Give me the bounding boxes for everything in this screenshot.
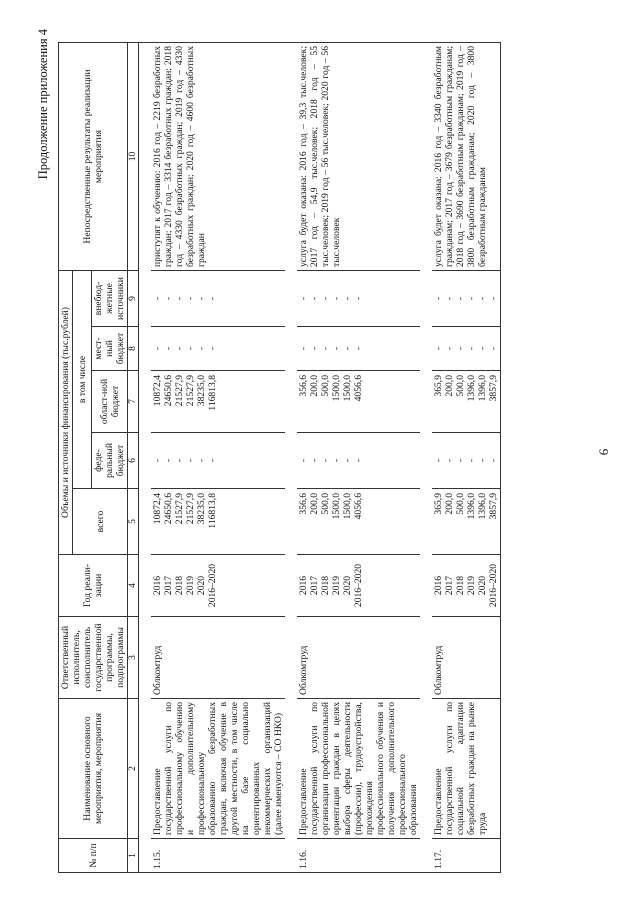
- local-amount-value: -: [444, 346, 455, 350]
- header-extra: внебюд-жетные источники: [92, 270, 128, 326]
- results-text: услуга будет оказана: 2016 год – 39,3 тыс.человек; 2017 год – 54,9 тыс.человек; 2018 год – 55 тыс.человек; 2019 год – 56 тыс.человек; 2020 год – 56 тыс.человек: [297, 42, 420, 270]
- regional-amount: [297, 370, 420, 432]
- extra-amount-value: -: [488, 296, 499, 300]
- local-amount-value: -: [477, 346, 488, 350]
- column-number: 8: [128, 326, 139, 370]
- total-amount-value: 200,0: [444, 492, 455, 515]
- federal-amount-value: -: [455, 458, 466, 462]
- header-regional: област-ной бюджет: [92, 370, 128, 432]
- local-amount-value: -: [185, 346, 196, 350]
- total-amount-value: 24650,6: [163, 492, 174, 524]
- results-text: приступят к обучению: 2016 год – 2219 безработных граждан; 2017 год – 3314 безработных граждан; 2018 год – 4330 безработных граждан; 2019 год – 4330 безработных граждан; 2020 год – 4600 безработных граждан: [151, 42, 285, 270]
- column-number: 3: [128, 616, 139, 698]
- federal-amount-value: -: [488, 458, 499, 462]
- extra-amount-value: -: [152, 296, 163, 300]
- regional-amount-value: 1396,0: [466, 374, 477, 401]
- regional-amount-value: 1396,0: [477, 374, 488, 401]
- regional-amount-value: 200,0: [444, 374, 455, 397]
- federal-amount-value: -: [196, 458, 207, 462]
- federal-amount: [151, 432, 285, 488]
- extra-amount-value: -: [353, 296, 364, 300]
- total-amount-value: 356,6: [298, 492, 309, 515]
- column-number-row: [128, 42, 139, 872]
- total-amount-value: 365,9: [433, 492, 444, 515]
- total-amount-value: 38235,0: [196, 492, 207, 524]
- local-amount-value: -: [455, 346, 466, 350]
- extra-amount-value: -: [466, 296, 477, 300]
- header-federal: феде-ральный бюджет: [92, 432, 128, 488]
- federal-amount-value: -: [185, 458, 196, 462]
- total-amount: [432, 488, 501, 554]
- activity-name: Предоставление государственной услуги по профессиональному обучению и дополнительному профессиональному образованию безработных граждан, включая обучение в другой местности, в том числе на базе социально ориентированных некоммерческих организаций (далее именуются – СО НКО): [151, 698, 285, 838]
- total-amount-value: 21527,9: [185, 492, 196, 524]
- regional-amount-value: 200,0: [309, 374, 320, 397]
- federal-amount-value: -: [152, 458, 163, 462]
- federal-amount-value: -: [342, 458, 353, 462]
- extra-amount: [432, 270, 501, 326]
- row-number: 1.16.: [297, 838, 420, 872]
- extra-amount-value: -: [309, 296, 320, 300]
- header-including: в том числе: [73, 270, 92, 488]
- local-amount: [432, 326, 501, 370]
- total-amount: [151, 488, 285, 554]
- row-spacer: [139, 42, 152, 872]
- header-funding: Объемы и источники финансирования (тыс.рублей): [59, 270, 73, 554]
- responsible-executor: Облкомтруд: [151, 616, 285, 698]
- column-number: 1: [128, 838, 139, 872]
- regional-amount-value: 500,0: [455, 374, 466, 397]
- year: [151, 554, 285, 616]
- extra-amount-value: -: [342, 296, 353, 300]
- total-amount-value: 500,0: [320, 492, 331, 515]
- local-amount-value: -: [163, 346, 174, 350]
- regional-amount: [432, 370, 501, 432]
- column-number: 2: [128, 698, 139, 838]
- column-number: 7: [128, 370, 139, 432]
- federal-amount-value: -: [466, 458, 477, 462]
- federal-amount-value: -: [477, 458, 488, 462]
- extra-amount-value: -: [444, 296, 455, 300]
- total-amount-value: 21527,9: [174, 492, 185, 524]
- regional-amount-value: 21527,9: [174, 374, 185, 406]
- year-value: 2018: [455, 575, 466, 595]
- extra-amount-value: -: [163, 296, 174, 300]
- table-row: [297, 42, 420, 872]
- federal-amount-value: -: [444, 458, 455, 462]
- federal-amount-value: -: [353, 458, 364, 462]
- local-amount-value: -: [320, 346, 331, 350]
- year-value: 2018: [320, 575, 331, 595]
- extra-amount-value: -: [433, 296, 444, 300]
- federal-amount-value: -: [174, 458, 185, 462]
- activity-name: Предоставление государственной услуги по социальной адаптации безработных граждан на рынке труда: [432, 698, 501, 838]
- local-amount-value: -: [331, 346, 342, 350]
- total-amount-value: 10872,4: [152, 492, 163, 524]
- column-number: 6: [128, 432, 139, 488]
- year-value: 2017: [444, 575, 455, 595]
- table-bottom: [501, 42, 502, 872]
- year: [432, 554, 501, 616]
- program-table: [58, 41, 501, 872]
- extra-amount-value: -: [196, 296, 207, 300]
- total-amount-value: 116813,8: [207, 492, 218, 529]
- year-value: 2016–2020: [207, 563, 218, 607]
- header-name: Наименование основного мероприятия, мероприятия: [59, 698, 128, 838]
- regional-amount-value: 24650,6: [163, 374, 174, 406]
- year-value: 2019: [185, 575, 196, 595]
- federal-amount-value: -: [163, 458, 174, 462]
- local-amount-value: -: [433, 346, 444, 350]
- year-value: 2020: [342, 575, 353, 595]
- total-amount: [297, 488, 420, 554]
- regional-amount-value: 21527,9: [185, 374, 196, 406]
- regional-amount-value: 500,0: [320, 374, 331, 397]
- extra-amount-value: -: [185, 296, 196, 300]
- responsible-executor: Облкомтруд: [297, 616, 420, 698]
- year-value: 2020: [477, 575, 488, 595]
- total-amount-value: 500,0: [455, 492, 466, 515]
- column-number: 9: [128, 270, 139, 326]
- continued-label: Продолжение приложения 4: [36, 28, 50, 179]
- year-value: 2017: [309, 575, 320, 595]
- year-value: 2016: [433, 575, 444, 595]
- header-results: Непосредственные результаты реализации мероприятия: [59, 42, 128, 270]
- regional-amount: [151, 370, 285, 432]
- federal-amount: [297, 432, 420, 488]
- column-number: 10: [128, 42, 139, 270]
- regional-amount-value: 4056,6: [353, 374, 364, 401]
- local-amount-value: -: [298, 346, 309, 350]
- federal-amount-value: -: [298, 458, 309, 462]
- local-amount-value: -: [309, 346, 320, 350]
- regional-amount-value: 3857,9: [488, 374, 499, 401]
- regional-amount-value: 1500,0: [342, 374, 353, 401]
- total-amount-value: 200,0: [309, 492, 320, 515]
- regional-amount-value: 365,9: [433, 374, 444, 397]
- year-value: 2016: [152, 575, 163, 595]
- page-number: 6: [596, 448, 611, 456]
- year-value: 2016: [298, 575, 309, 595]
- extra-amount-value: -: [298, 296, 309, 300]
- local-amount: [151, 326, 285, 370]
- extra-amount-value: -: [320, 296, 331, 300]
- table-row: [151, 42, 285, 872]
- column-number: 5: [128, 488, 139, 554]
- responsible-executor: Облкомтруд: [432, 616, 501, 698]
- local-amount-value: -: [152, 346, 163, 350]
- activity-name: Предоставление государственной услуги по организации профессиональной ориентации граждан в целях выбора сферы деятельности (профессии), трудоустройства, прохождения профессионального обучения и получения дополнительного профессионального образования: [297, 698, 420, 838]
- row-number: 1.17.: [432, 838, 501, 872]
- year-value: 2020: [196, 575, 207, 595]
- extra-amount-value: -: [331, 296, 342, 300]
- federal-amount-value: -: [433, 458, 444, 462]
- federal-amount-value: -: [309, 458, 320, 462]
- table-row: [432, 42, 501, 872]
- local-amount-value: -: [466, 346, 477, 350]
- extra-amount-value: -: [207, 296, 218, 300]
- total-amount-value: 3857,9: [488, 492, 499, 519]
- results-text: услуга будет оказана: 2016 год – 3340 безработным гражданам; 2017 год – 3679 безработным гражданам; 2018 год – 3690 безработным гражданам; 2019 год – 3800 безработным гражданам; 2020 год – 3800 безработным гражданам: [432, 42, 501, 270]
- regional-amount-value: 1500,0: [331, 374, 342, 401]
- regional-amount-value: 116813,8: [207, 374, 218, 411]
- total-amount-value: 4056,6: [353, 492, 364, 519]
- header-local: мест-ный бюджет: [92, 326, 128, 370]
- local-amount-value: -: [196, 346, 207, 350]
- year-value: 2016–2020: [488, 563, 499, 607]
- local-amount-value: -: [207, 346, 218, 350]
- local-amount-value: -: [353, 346, 364, 350]
- federal-amount-value: -: [331, 458, 342, 462]
- header-responsible: Ответственный исполнитель, соисполнитель государственной программы, подпрограммы: [59, 616, 128, 698]
- year-value: 2016–2020: [353, 563, 364, 607]
- federal-amount-value: -: [207, 458, 218, 462]
- row-spacer: [285, 42, 297, 872]
- year-value: 2018: [174, 575, 185, 595]
- column-number: 4: [128, 554, 139, 616]
- header-total: всего: [73, 488, 128, 554]
- extra-amount: [297, 270, 420, 326]
- extra-amount-value: -: [477, 296, 488, 300]
- year: [297, 554, 420, 616]
- row-spacer: [420, 42, 432, 872]
- extra-amount-value: -: [455, 296, 466, 300]
- header-year: Год реали-зации: [59, 554, 128, 616]
- local-amount-value: -: [174, 346, 185, 350]
- year-value: 2019: [331, 575, 342, 595]
- regional-amount-value: 38235,0: [196, 374, 207, 406]
- total-amount-value: 1500,0: [342, 492, 353, 519]
- extra-amount: [151, 270, 285, 326]
- total-amount-value: 1500,0: [331, 492, 342, 519]
- row-number: 1.15.: [151, 838, 285, 872]
- regional-amount-value: 356,6: [298, 374, 309, 397]
- total-amount-value: 1396,0: [466, 492, 477, 519]
- year-value: 2019: [466, 575, 477, 595]
- local-amount-value: -: [488, 346, 499, 350]
- federal-amount-value: -: [320, 458, 331, 462]
- total-amount-value: 1396,0: [477, 492, 488, 519]
- federal-amount: [432, 432, 501, 488]
- regional-amount-value: 10872,4: [152, 374, 163, 406]
- header-no: № п/п: [59, 838, 128, 872]
- document-sheet: [30, 23, 610, 883]
- extra-amount-value: -: [174, 296, 185, 300]
- local-amount-value: -: [342, 346, 353, 350]
- year-value: 2017: [163, 575, 174, 595]
- local-amount: [297, 326, 420, 370]
